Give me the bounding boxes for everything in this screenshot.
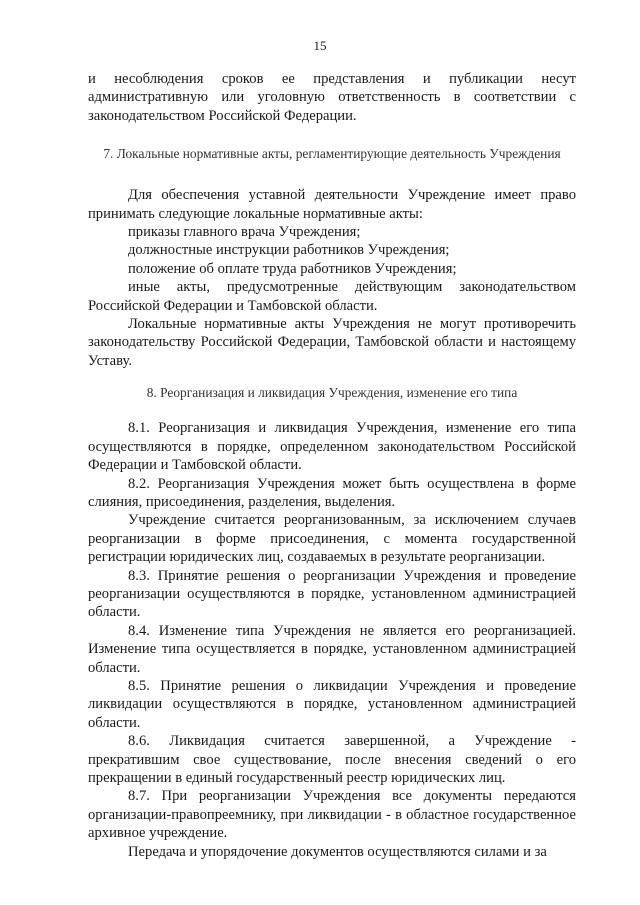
section-8-paragraph: 8.2. Реорганизация Учреждения может быть осуществлена в форме слияния, присоединения, разделения, выделения. <box>88 475 576 510</box>
section-8-paragraph: 8.3. Принятие решения о реорганизации Учреждения и проведение реорганизации осуществляются в порядке, установленном администрацией области. <box>88 567 576 621</box>
page-content <box>88 70 576 861</box>
section-8-paragraph: 8.4. Изменение типа Учреждения не является его реорганизацией. Изменение типа осуществляется в порядке, установленном администрацией области. <box>88 622 576 676</box>
section-7-item: положение об оплате труда работников Учреждения; <box>128 260 457 277</box>
section-7-closing: Локальные нормативные акты Учреждения не могут противоречить законодательству Российской Федерации, Тамбовской области и настоящему Уставу. <box>88 316 576 369</box>
page-number: 15 <box>313 38 327 53</box>
section-8-paragraph: Учреждение считается реорганизованным, за исключением случаев реорганизации в форме присоединения, с момента государственной регистрации юридических лиц, создаваемых в результате реорганизации. <box>88 512 576 566</box>
section-8-paragraph: 8.7. При реорганизации Учреждения все документы передаются организации-правопреемнику, при ликвидации - в областное государственное архивное учреждение. <box>88 788 576 842</box>
section-8-title: 8. Реорганизация и ликвидация Учреждения, изменение его типа <box>146 385 518 401</box>
section-7-item: иные акты, предусмотренные действующим законодательством Российской Федерации и Тамбовской области. <box>88 279 576 314</box>
section-7-lead: Для обеспечения уставной деятельности Учреждение имеет право принимать следующие локальные нормативные акты: <box>88 187 576 222</box>
section-7-item: должностные инструкции работников Учреждения; <box>128 242 450 259</box>
intro-paragraph: и несоблюдения сроков ее представления и публикации несут административную или уголовную ответственность в соответствии с законодательством Российской Федерации. <box>88 71 576 124</box>
section-8-paragraph: Передача и упорядочение документов осуществляются силами и за <box>128 843 547 860</box>
section-8-paragraph: 8.6. Ликвидация считается завершенной, а Учреждение - прекратившим свое существование, после внесения сведений о его прекращении в единый государственный реестр юридических лиц. <box>88 733 576 786</box>
section-8-paragraph: 8.5. Принятие решения о ликвидации Учреждения и проведение ликвидации осуществляются в порядке, установленном администрацией области. <box>88 677 576 731</box>
section-8-paragraph: 8.1. Реорганизация и ликвидация Учреждения, изменение его типа осуществляются в порядке, определенном законодательством Российской Федерации и Тамбовской области. <box>88 420 576 474</box>
section-7-item: приказы главного врача Учреждения; <box>128 224 361 241</box>
section-7-title: 7. Локальные нормативные акты, регламентирующие деятельность Учреждения <box>103 146 561 162</box>
